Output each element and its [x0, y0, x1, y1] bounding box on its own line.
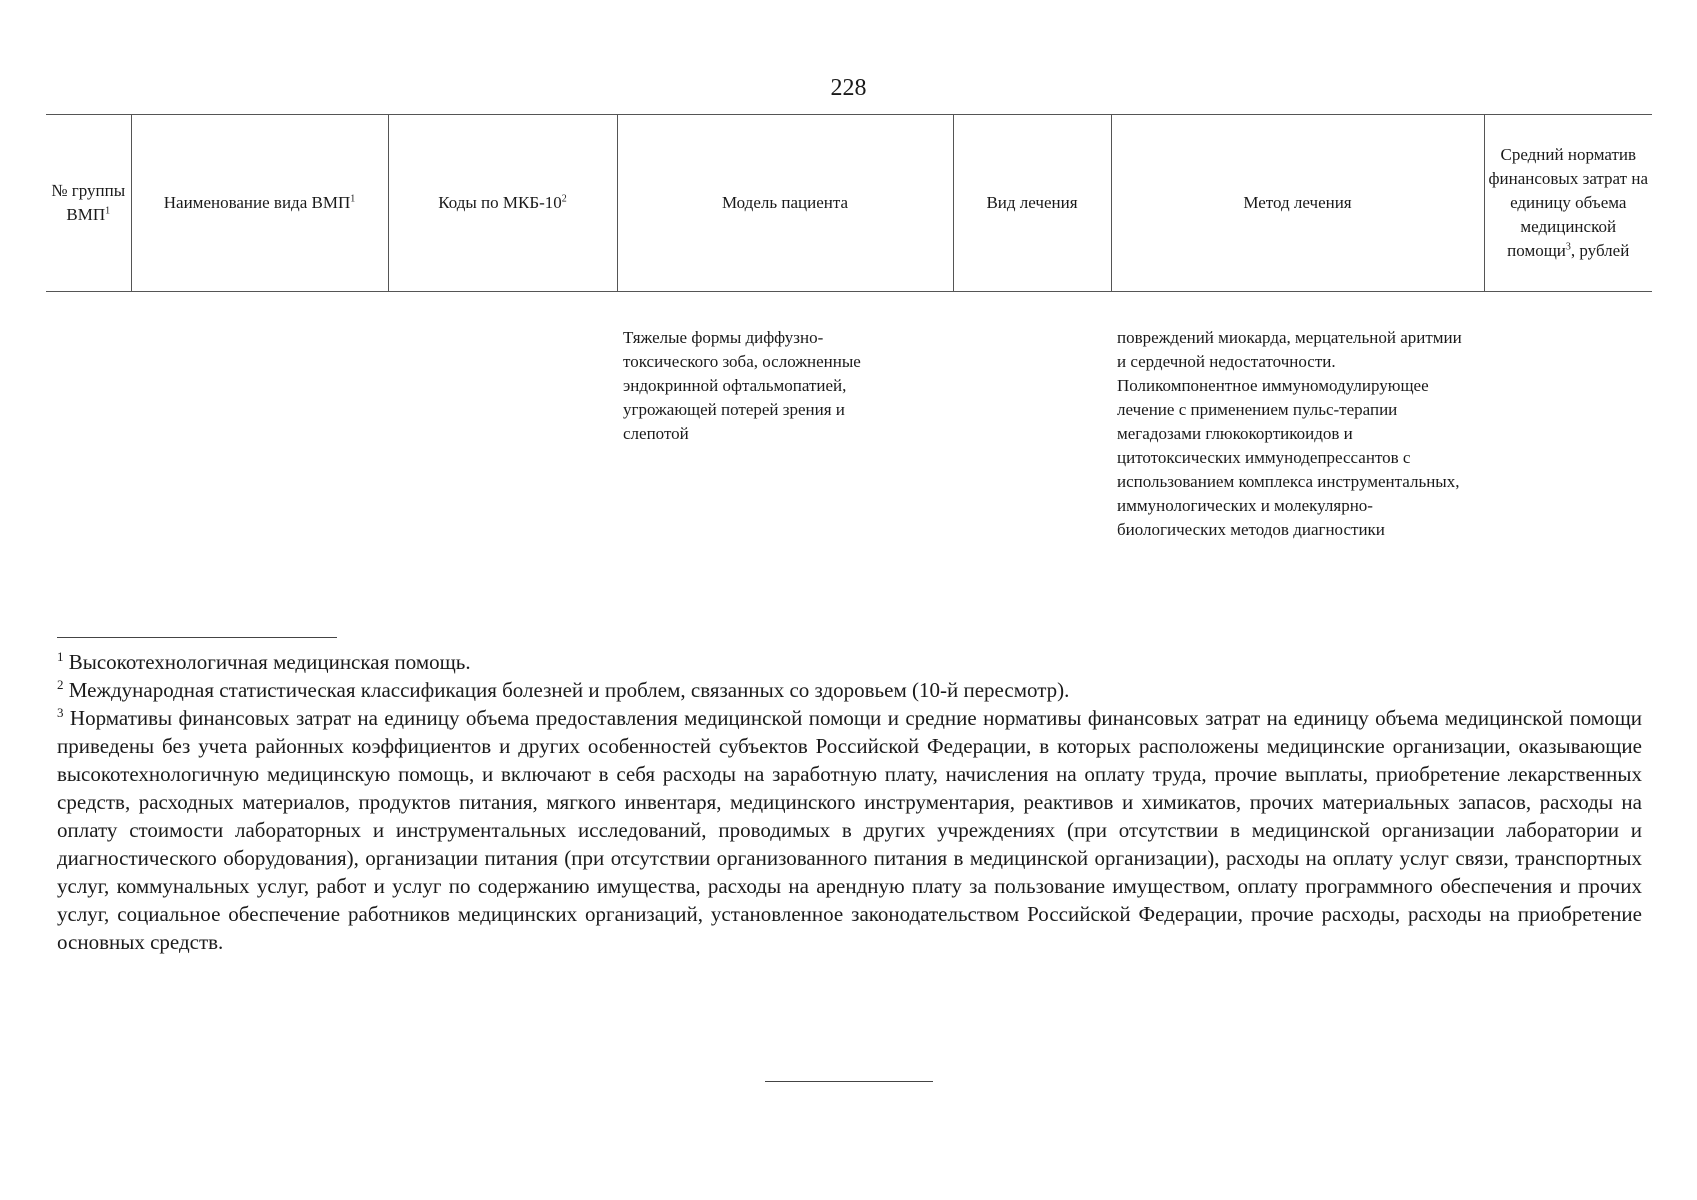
vmp-table: [46, 114, 1652, 546]
cell-vmp-name: [131, 292, 388, 547]
footnotes: [57, 648, 1642, 956]
header-vmp-name: Наименование вида ВМП$^1$: [131, 115, 388, 292]
cell-patient-model: Тяжелые формы диффузно-токсического зоба, осложненные эндокринной офтальмопатией, угрожающей потерей зрения и слепотой: [623, 328, 861, 443]
table-header-row: [46, 115, 1652, 292]
footnote-separator: [57, 637, 337, 638]
page-number: 228: [830, 75, 867, 101]
cell-mkb-codes: [388, 292, 617, 547]
header-cost: Средний норматив финансовых затрат на единицу объема медицинской помощи$^3$, рублей: [1484, 115, 1652, 292]
header-mkb-codes: Коды по МКБ-$10^2$: [388, 115, 617, 292]
footnote-2: $^2$ Международная статистическая классификация болезней и проблем, связанных со здоровьем (10-й пересмотр).: [57, 677, 1070, 702]
cell-treatment-type: [953, 292, 1111, 547]
end-of-document-rule: [765, 1081, 933, 1082]
table-row: [46, 292, 1652, 547]
header-group-no: № группы ВМП$^1$: [46, 115, 131, 292]
cell-treatment-method: повреждений миокарда, мерцательной аритмии и сердечной недостаточности. Поликомпонентное иммуномодулирующее лечение с применением пульс-терапии мегадозами глюкокортикоидов и цитотоксических иммунодепрессантов с использованием комплекса инструментальных, иммунологических и молекулярно-биологических методов диагностики: [1117, 328, 1462, 539]
cell-cost: [1484, 292, 1652, 547]
header-treatment-method: Метод лечения: [1111, 115, 1484, 292]
header-patient-model: Модель пациента: [617, 115, 953, 292]
cell-group-no: [46, 292, 131, 547]
footnote-1: $^1$ Высокотехнологичная медицинская помощь.: [57, 649, 471, 674]
footnote-3: $^3$ Нормативы финансовых затрат на единицу объема предоставления медицинской помощи и средние нормативы финансовых затрат на единицу объема медицинской помощи приведены без учета районных коэффициентов и других особенностей субъектов Российской Федерации, в которых расположены медицинские организации, оказывающие высокотехнологичную медицинскую помощь, и включают в себя расходы на заработную плату, начисления на оплату труда, прочие выплаты, приобретение лекарственных средств, расходных материалов, продуктов питания, мягкого инвентаря, медицинского инструментария, реактивов и химикатов, прочих материальных запасов, расходы на оплату стоимости лабораторных и инструментальных исследований, проводимых в других учреждениях (при отсутствии в медицинской организации лаборатории и диагностического оборудования), организации питания (при отсутствии организованного питания в медицинской организации), расходы на оплату услуг связи, транспортных услуг, коммунальных услуг, работ и услуг по содержанию имущества, расходы на арендную плату за пользование имуществом, оплату программного обеспечения и прочих услуг, социальное обеспечение работников медицинских организаций, установленное законодательством Российской Федерации, прочие расходы, расходы на приобретение основных средств.: [57, 705, 1643, 954]
header-treatment-type: Вид лечения: [953, 115, 1111, 292]
